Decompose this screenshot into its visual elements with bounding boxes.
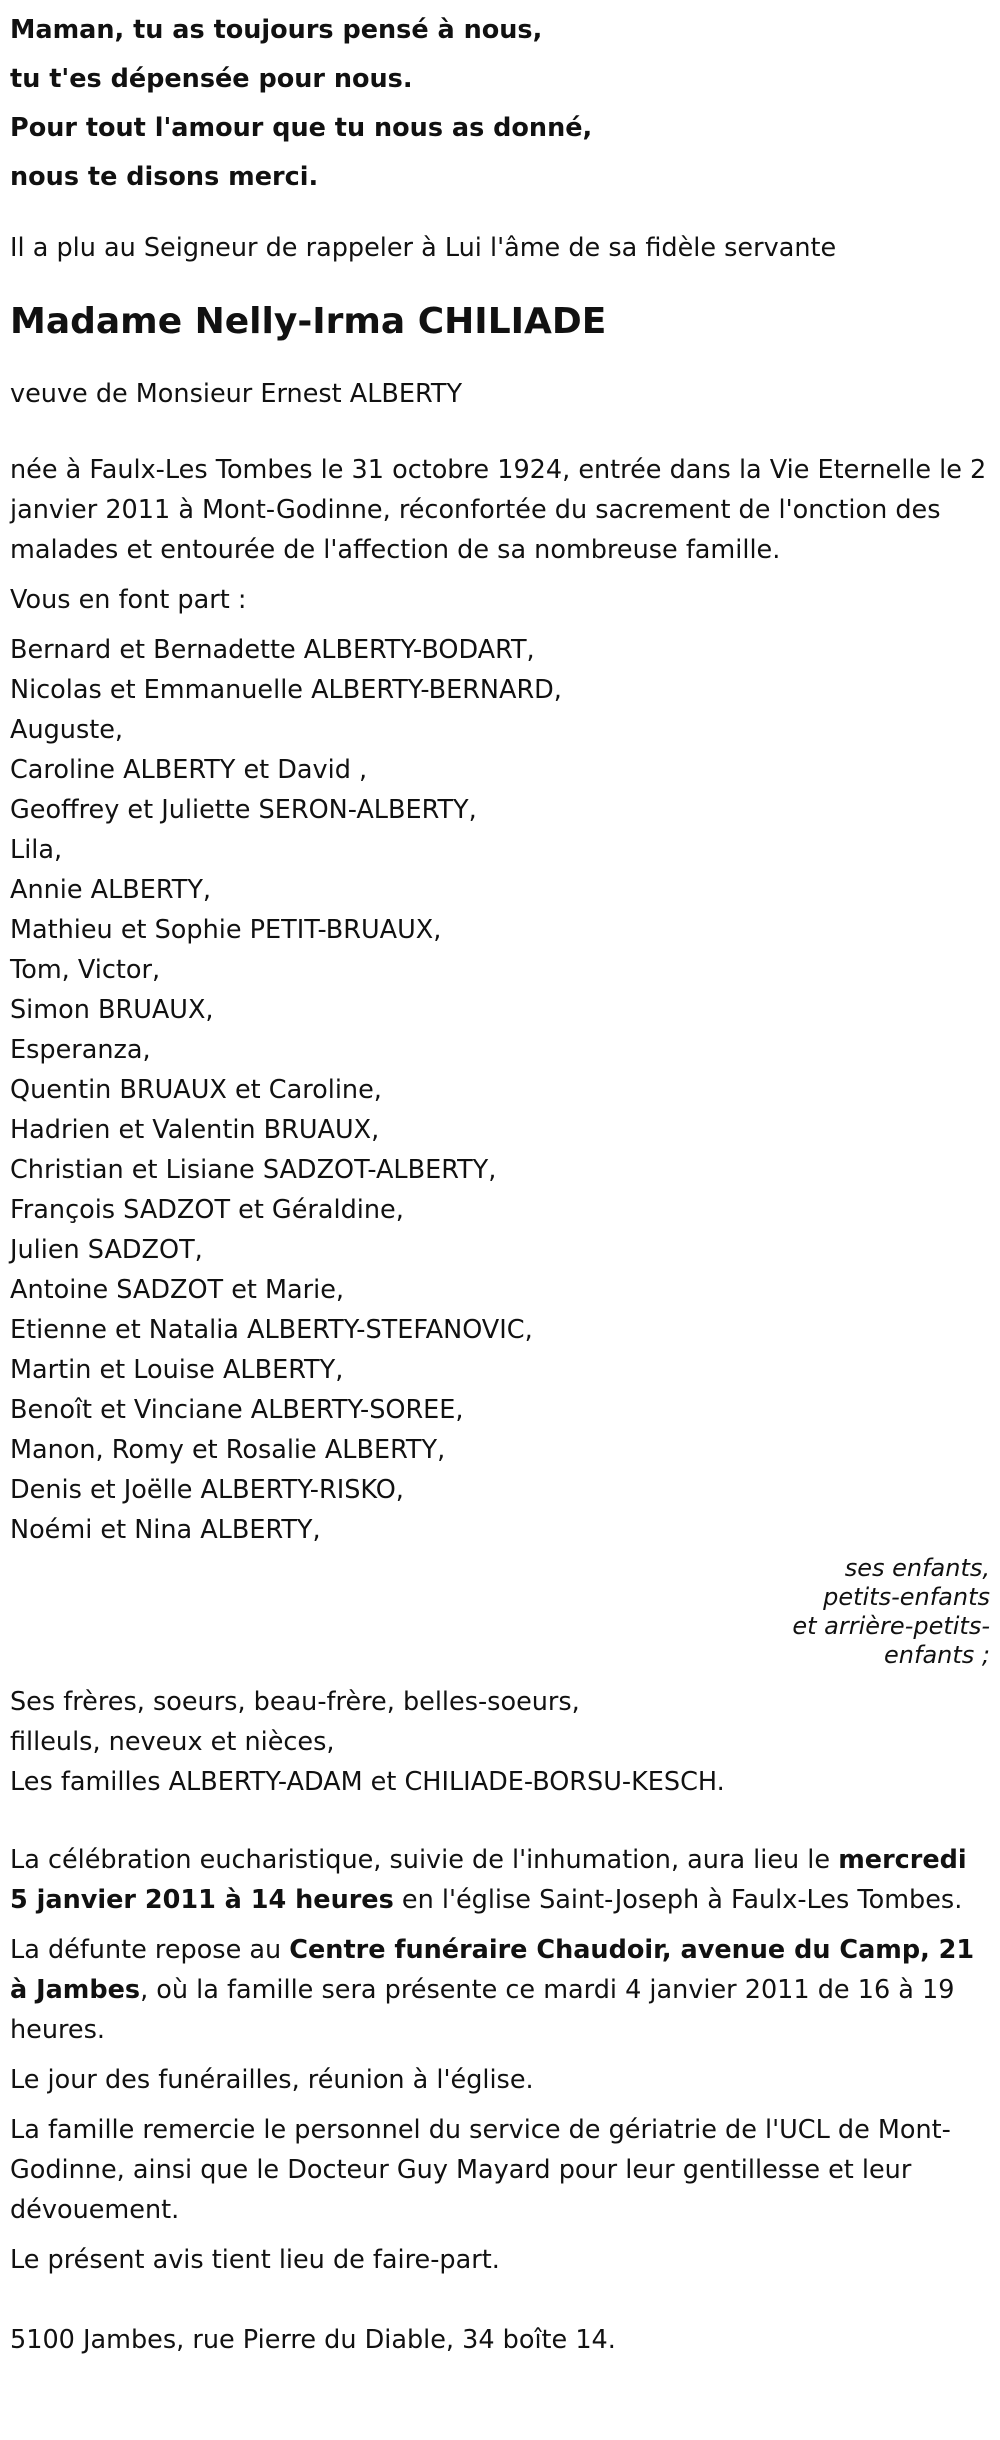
family-member: Tom, Victor, xyxy=(10,955,161,985)
family-member: Denis et Joëlle ALBERTY-RISKO, xyxy=(10,1475,404,1505)
obituary-notice xyxy=(10,0,990,2360)
family-member: François SADZOT et Géraldine, xyxy=(10,1195,404,1225)
announce-text: Vous en font part : xyxy=(10,585,247,615)
family-member: Martin et Louise ALBERTY, xyxy=(10,1355,344,1385)
poem xyxy=(10,6,990,202)
family-member: Bernard et Bernadette ALBERTY-BODART, xyxy=(10,635,535,665)
relation-note-line: ses enfants, petits-enfants xyxy=(823,1554,990,1611)
celebration-text xyxy=(10,1840,990,1920)
repose-text xyxy=(10,1930,990,2050)
family-member: Noémi et Nina ALBERTY, xyxy=(10,1515,321,1545)
family-member: Quentin BRUAUX et Caroline, xyxy=(10,1075,382,1105)
family-member: Annie ALBERTY, xyxy=(10,875,212,905)
family-list xyxy=(10,630,990,1550)
poem-line: tu t'es dépensée pour nous. xyxy=(10,64,413,94)
family-member: Benoît et Vinciane ALBERTY-SOREE, xyxy=(10,1395,464,1425)
widow-of-text: veuve de Monsieur Ernest ALBERTY xyxy=(10,379,463,409)
intro-text: Il a plu au Seigneur de rappeler à Lui l'âme de sa fidèle servante xyxy=(10,233,837,263)
notice-text: Le présent avis tient lieu de faire-part. xyxy=(10,2245,500,2275)
family-member: Etienne et Natalia ALBERTY-STEFANOVIC, xyxy=(10,1315,533,1345)
celebration-intro: La célébration eucharistique, suivie de l'inhumation, aura lieu le xyxy=(10,1845,839,1875)
birth-death-text: née à Faulx-Les Tombes le 31 octobre 1924, entrée dans la Vie Eternelle le 2 janvier 2011 à Mont-Godinne, réconfortée du sacrement de l'onction des malades et entourée de l'affection de sa nombreuse famille. xyxy=(10,455,987,565)
relation-note-line: et arrière-petits-enfants ; xyxy=(792,1612,990,1669)
family-member: Auguste, xyxy=(10,715,124,745)
family-member: Julien SADZOT, xyxy=(10,1235,203,1265)
family-member: Simon BRUAUX, xyxy=(10,995,214,1025)
family-member: Nicolas et Emmanuelle ALBERTY-BERNARD, xyxy=(10,675,562,705)
celebration-place: en l'église Saint-Joseph à Faulx-Les Tombes. xyxy=(393,1885,963,1915)
deceased-name: Madame Nelly-Irma CHILIADE xyxy=(10,301,607,342)
funeral-day-text: Le jour des funérailles, réunion à l'église. xyxy=(10,2065,534,2095)
poem-line: nous te disons merci. xyxy=(10,162,319,192)
repose-visiting-hours: , où la famille sera présente ce mardi 4 janvier 2011 de 16 à 19 heures. xyxy=(10,1975,955,2045)
poem-line: Pour tout l'amour que tu nous as donné, xyxy=(10,113,593,143)
address-text: 5100 Jambes, rue Pierre du Diable, 34 boîte 14. xyxy=(10,2325,616,2355)
family-member: Geoffrey et Juliette SERON-ALBERTY, xyxy=(10,795,477,825)
other-relatives xyxy=(10,1682,990,1802)
family-member: Mathieu et Sophie PETIT-BRUAUX, xyxy=(10,915,442,945)
family-member: Christian et Lisiane SADZOT-ALBERTY, xyxy=(10,1155,497,1185)
family-member: Hadrien et Valentin BRUAUX, xyxy=(10,1115,380,1145)
relatives-line: Les familles ALBERTY-ADAM et CHILIADE-BORSU-KESCH. xyxy=(10,1767,725,1797)
poem-line: Maman, tu as toujours pensé à nous, xyxy=(10,15,543,45)
relation-note xyxy=(780,1554,990,1670)
repose-place: Centre funéraire Chaudoir, avenue du Camp, 21 à Jambes xyxy=(10,1935,975,2005)
relatives-line: Ses frères, soeurs, beau-frère, belles-soeurs, xyxy=(10,1687,580,1717)
thanks-text: La famille remercie le personnel du service de gériatrie de l'UCL de Mont-Godinne, ainsi que le Docteur Guy Mayard pour leur gentillesse et leur dévouement. xyxy=(10,2115,951,2225)
family-member: Antoine SADZOT et Marie, xyxy=(10,1275,344,1305)
family-member: Manon, Romy et Rosalie ALBERTY, xyxy=(10,1435,446,1465)
repose-intro: La défunte repose au xyxy=(10,1935,290,1965)
relatives-line: filleuls, neveux et nièces, xyxy=(10,1727,335,1757)
family-member: Esperanza, xyxy=(10,1035,151,1065)
family-member: Caroline ALBERTY et David , xyxy=(10,755,368,785)
family-member: Lila, xyxy=(10,835,63,865)
celebration-date: mercredi 5 janvier 2011 à 14 heures xyxy=(10,1845,967,1915)
